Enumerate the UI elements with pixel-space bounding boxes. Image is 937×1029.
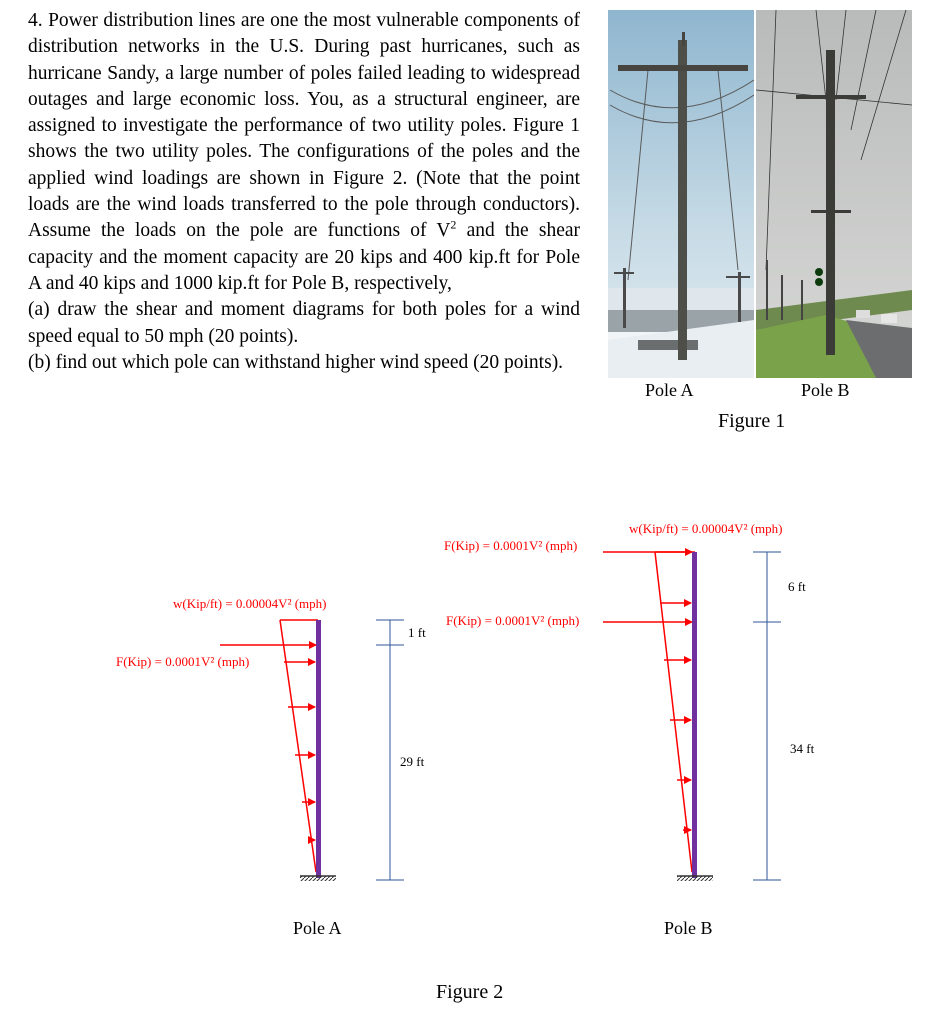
problem-text-1: Power distribution lines are one the most vulnerable components of distribution networks in the U.S. During past hurricanes, such as hurricane Sandy, a large number of poles failed leading to widespread outages and large economic loss. You, as a structural engineer, are assigned to investigate the performance of two utility poles. Figure 1 shows the two utility poles. The configurations of the poles and the applied wind loadings are shown in Figure 2. (Note that the point loads are the wind loads transferred to the pole through conductors). Assume the loads on the pole are functions of V (28, 10, 580, 242)
pole-a-member (316, 620, 321, 878)
figure1-photos (608, 10, 912, 378)
pole-b-f-label-top: F(Kip) = 0.0001V² (mph) (444, 538, 578, 553)
pole-b-dim-main: 34 ft (790, 741, 815, 756)
pole-b-dimension-line (753, 552, 781, 880)
pole-a-distributed-arrows (284, 662, 315, 840)
pole-a-load-envelope (280, 620, 316, 872)
pole-b-f-label-mid: F(Kip) = 0.0001V² (mph) (446, 613, 580, 628)
pole-b-caption: Pole B (664, 918, 713, 938)
pole-b-w-label: w(Kip/ft) = 0.00004V² (mph) (629, 521, 783, 536)
photo-label-pole-a: Pole A (645, 380, 694, 400)
pole-a-dimension-line (376, 620, 404, 880)
photo-pole-b (756, 10, 912, 378)
pole-b-member (692, 552, 697, 878)
pole-a-diagram (116, 596, 426, 938)
figure1-caption: Figure 1 (718, 410, 786, 432)
pole-a-dim-top: 1 ft (408, 625, 426, 640)
part-a: (a) draw the shear and moment diagrams for both poles for a wind speed equal to 50 mph (20 points). (28, 299, 580, 347)
pole-a-f-label: F(Kip) = 0.0001V² (mph) (116, 654, 250, 669)
problem-body (28, 8, 580, 297)
photo-label-pole-b: Pole B (801, 380, 850, 400)
problem-statement (28, 8, 580, 376)
figure2-diagram (0, 470, 937, 1024)
pole-b-dim-top: 6 ft (788, 579, 806, 594)
pole-a-dim-main: 29 ft (400, 754, 425, 769)
problem-number: 4. (28, 10, 43, 31)
part-b: (b) find out which pole can withstand higher wind speed (20 points). (28, 351, 564, 373)
pole-a-caption: Pole A (293, 918, 342, 938)
superscript-2: 2 (450, 217, 457, 232)
pole-a-w-label: w(Kip/ft) = 0.00004V² (mph) (173, 596, 327, 611)
figure2-caption: Figure 2 (436, 981, 504, 1003)
pole-b-load-envelope (655, 552, 692, 872)
photo-pole-a (608, 10, 754, 378)
pole-b-diagram (444, 521, 815, 938)
problem-text-2: and the shear capacity and the moment capacity are 20 kips and 400 kip.ft for Pole A and 40 kips and 1000 kip.ft for Pole B, respectively, (28, 220, 580, 294)
